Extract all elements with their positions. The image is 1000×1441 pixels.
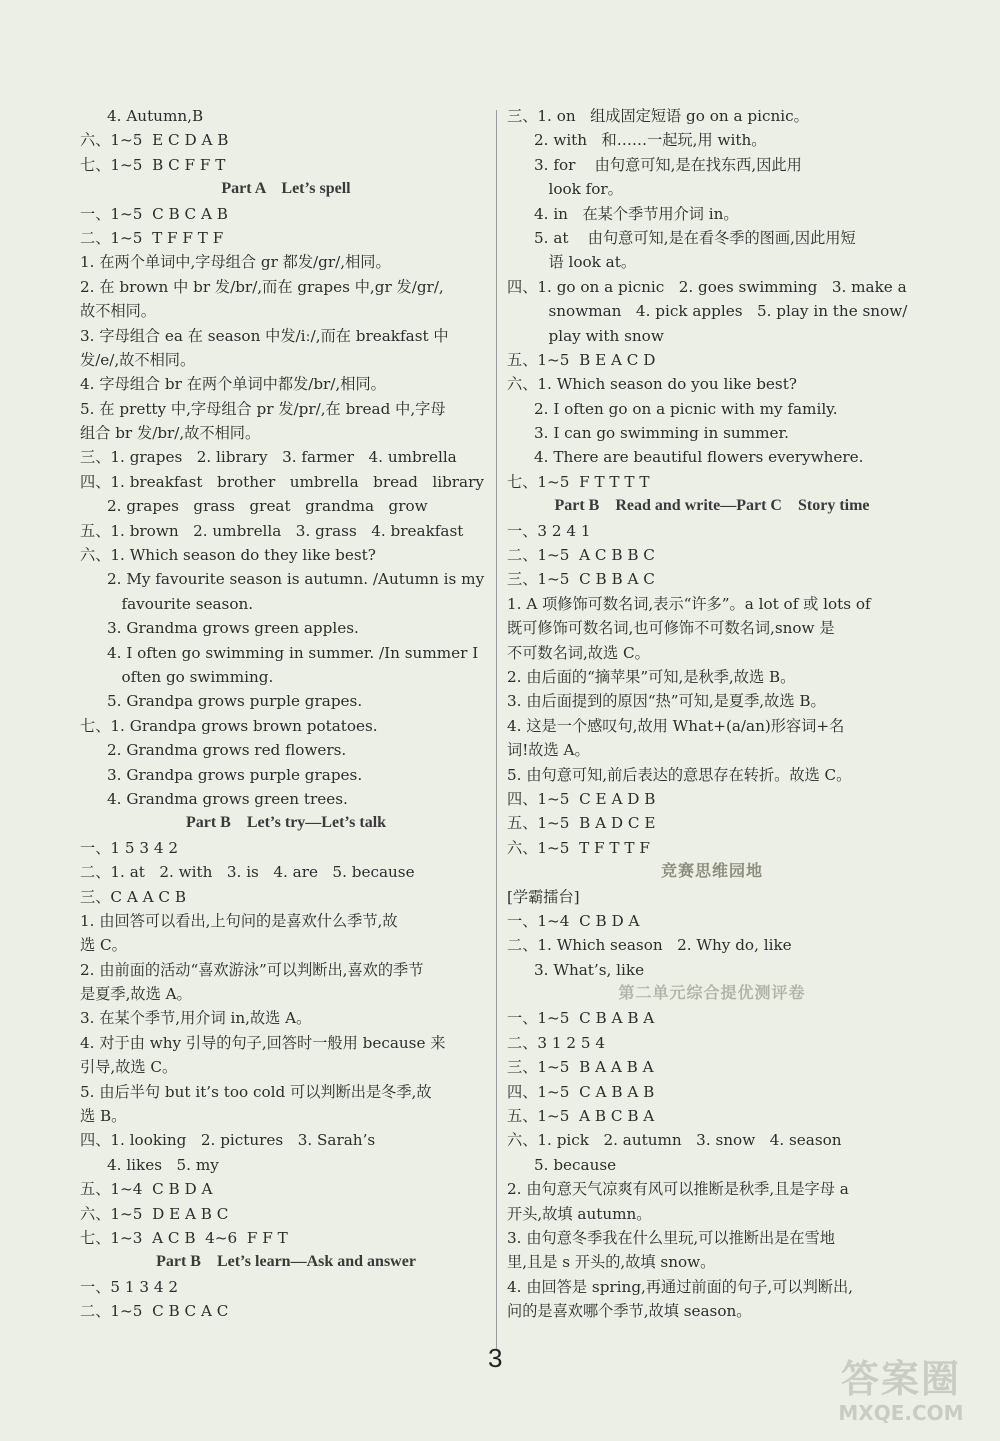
answer-text: C A A C B [110, 887, 187, 906]
answer-line [507, 787, 917, 811]
answer-continuation [80, 299, 492, 323]
item-number: 2. [534, 399, 554, 418]
answer-text: 1. on 组成固定短语 go on a picnic。 [537, 107, 809, 125]
answer-text: Grandma grows green apples. [126, 619, 359, 638]
subsection-label: [学霸擂台] [507, 887, 580, 906]
answer-text: often go swimming. [121, 667, 274, 686]
answer-line [507, 299, 917, 323]
answer-text: 1~5 C B B A C [537, 570, 655, 589]
item-number: 3. [107, 619, 127, 638]
answer-line [80, 202, 492, 226]
answer-line [507, 153, 917, 177]
column-divider [496, 110, 497, 1350]
answer-text: 1~5 F T T T T [537, 472, 650, 491]
answer-line [507, 1080, 917, 1104]
item-number: 四、 [507, 277, 538, 296]
answer-text: grapes grass great grandma grow [126, 497, 428, 516]
item-number [107, 592, 121, 616]
answer-line [507, 1177, 917, 1201]
answer-text: 由句意冬季我在什么里玩,可以推断出是在雪地 [526, 1228, 835, 1247]
answer-text: snowman 4. pick apples 5. play in the snow/ [548, 302, 908, 321]
answer-continuation [80, 982, 492, 1006]
item-number: 五、 [80, 521, 111, 540]
answer-text: Grandma grows green trees. [126, 789, 348, 808]
section-heading: Part B Read and write—Part C Story time [554, 497, 870, 515]
answer-line [80, 714, 492, 738]
answer-line [80, 470, 492, 494]
answer-line [80, 104, 492, 128]
answer-text: 组合 br 发/br/,故不相同。 [80, 424, 261, 443]
item-number: 六、 [507, 838, 538, 857]
answer-text: likes 5. my [126, 1155, 219, 1174]
item-number: 五、 [507, 814, 538, 833]
item-number: 4. [107, 1155, 127, 1174]
answer-line [507, 445, 917, 469]
answer-text: 1 5 3 4 2 [110, 838, 178, 857]
answer-line [80, 787, 492, 811]
item-number: 四、 [80, 1131, 111, 1150]
answer-line [507, 592, 917, 616]
answer-text: 3 2 4 1 [537, 521, 591, 540]
answer-text: There are beautiful flowers everywhere. [553, 448, 864, 467]
answer-line [80, 1299, 492, 1323]
item-number: 4. [107, 643, 127, 662]
page-number: 3 [488, 1343, 503, 1373]
answer-text: 是夏季,故选 A。 [80, 985, 192, 1004]
item-number: 五、 [507, 350, 538, 369]
answer-line [507, 909, 917, 933]
answer-line [80, 641, 492, 665]
item-number: 2. [80, 277, 100, 296]
answer-line [507, 665, 917, 689]
answer-continuation [80, 421, 492, 445]
item-number: 4. [80, 375, 100, 394]
right-column [507, 104, 917, 1324]
answer-continuation [80, 1055, 492, 1079]
item-number: 3. [507, 692, 527, 711]
answer-line [80, 1275, 492, 1299]
answer-line [80, 128, 492, 152]
item-number [107, 665, 121, 689]
answer-text: 故不相同。 [80, 302, 156, 321]
answer-line [80, 1226, 492, 1250]
answer-text: 由后面的“摘苹果”可知,是秋季,故选 B。 [526, 667, 796, 686]
answer-text: 1~5 C E A D B [537, 789, 656, 808]
answer-line [80, 1202, 492, 1226]
answer-line [507, 1006, 917, 1030]
answer-text: I can go swimming in summer. [553, 424, 789, 443]
answer-text: 1~3 A C B 4~6 F F T [110, 1228, 288, 1247]
answer-text: 由回答可以看出,上句问的是喜欢什么季节,故 [99, 911, 398, 930]
answer-text: 引导,故选 C。 [80, 1058, 178, 1077]
item-number: 一、 [80, 838, 111, 857]
item-number: 1. [80, 253, 100, 272]
answer-text: 1. at 2. with 3. is 4. are 5. because [110, 863, 415, 882]
answer-continuation [80, 933, 492, 957]
answer-text: 3 1 2 5 4 [537, 1033, 605, 1052]
item-number: 六、 [507, 375, 538, 394]
answer-text: 1~5 A C B B C [537, 546, 655, 565]
answer-text: 在 pretty 中,字母组合 pr 发/pr/,在 bread 中,字母 [99, 399, 446, 418]
answer-line [507, 226, 917, 250]
answer-text: A 项修饰可数名词,表示“许多”。a lot of 或 lots of [526, 594, 871, 613]
answer-line [507, 1055, 917, 1079]
answer-line [507, 933, 917, 957]
answer-text: look for。 [548, 180, 623, 199]
item-number: 5. [507, 765, 527, 784]
answer-text: 由后面提到的原因“热”可知,是夏季,故选 B。 [526, 692, 826, 711]
answer-text: 1~5 B E A C D [537, 350, 656, 369]
item-number: 三、 [507, 107, 538, 125]
answer-text: Grandpa grows purple grapes. [126, 692, 363, 711]
item-number: 2. [107, 497, 127, 516]
item-number: 一、 [507, 521, 538, 540]
answer-text: I often go swimming in summer. /In summer I [126, 643, 479, 662]
answer-text: 在 brown 中 br 发/br/,而在 grapes 中,gr 发/gr/, [99, 277, 444, 296]
answer-text: Autumn,B [126, 107, 204, 125]
item-number: 3. [507, 1228, 527, 1247]
item-number: 4. [107, 107, 127, 125]
answer-text: 由句意天气凉爽有风可以推断是秋季,且是字母 a [526, 1180, 849, 1199]
answer-line [80, 885, 492, 909]
answer-line [507, 958, 917, 982]
answer-line [507, 1153, 917, 1177]
answer-line [80, 250, 492, 274]
answer-text: 1. pick 2. autumn 3. snow 4. season [537, 1131, 842, 1150]
answer-line [80, 397, 492, 421]
answer-line [80, 958, 492, 982]
answer-text: 1~5 C B C A C [110, 1302, 229, 1321]
item-number: 5. [534, 1155, 554, 1174]
answer-text: 1~5 C B C A B [110, 204, 228, 223]
answer-text: Grandpa grows purple grapes. [126, 765, 363, 784]
answer-line [80, 153, 492, 177]
answer-line [80, 592, 492, 616]
item-number: 六、 [80, 1204, 111, 1223]
answer-text: 选 B。 [80, 1107, 127, 1126]
item-number: 一、 [80, 204, 111, 223]
answer-text: favourite season. [121, 594, 254, 613]
item-number: 2. [80, 960, 100, 979]
answer-line [507, 104, 917, 128]
answer-line [507, 714, 917, 738]
item-number: 3. [80, 326, 100, 345]
item-number [534, 250, 548, 274]
item-number: 二、 [507, 936, 538, 955]
item-number: 四、 [507, 1082, 538, 1101]
answer-text: with 和……一起玩,用 with。 [553, 131, 767, 150]
answer-line [507, 811, 917, 835]
item-number: 2. [507, 667, 527, 686]
answer-line [507, 763, 917, 787]
answer-text: 不可数名词,故选 C。 [507, 643, 650, 662]
item-number: 4. [534, 204, 554, 223]
answer-line [80, 1080, 492, 1104]
answer-text: 问的是喜欢哪个季节,故填 season。 [507, 1302, 752, 1321]
item-number: 七、 [80, 716, 111, 735]
answer-text: 在某个季节,用介词 in,故选 A。 [99, 1009, 312, 1028]
section-heading: 第二单元综合提优测评卷 [618, 985, 806, 1003]
item-number: 2. [107, 741, 127, 760]
answer-line [80, 445, 492, 469]
item-number: 三、 [80, 887, 111, 906]
answer-line [80, 836, 492, 860]
answer-line [80, 689, 492, 713]
answer-continuation [507, 1299, 917, 1323]
item-number: 4. [80, 1033, 100, 1052]
answer-text: 1~5 D E A B C [110, 1204, 229, 1223]
item-number: 一、 [80, 1277, 111, 1296]
item-number: 三、 [80, 448, 111, 467]
watermark-en: MXQE.COM [838, 1401, 964, 1425]
answer-text: because [553, 1155, 617, 1174]
answer-text: 1~5 C A B A B [537, 1082, 655, 1101]
answer-text: 1. brown 2. umbrella 3. grass 4. breakfast [110, 521, 464, 540]
answer-line [80, 763, 492, 787]
answer-line [507, 836, 917, 860]
item-number: 1. [507, 594, 527, 613]
item-number: 四、 [507, 789, 538, 808]
item-number: 四、 [80, 472, 111, 491]
answer-text: 开头,故填 autumn。 [507, 1204, 652, 1223]
answer-line [507, 543, 917, 567]
item-number: 3. [107, 765, 127, 784]
answer-text: 1. go on a picnic 2. goes swimming 3. make a [537, 277, 907, 296]
answer-line [80, 665, 492, 689]
item-number: 2. [507, 1180, 527, 1199]
answer-text: 1. breakfast brother umbrella bread library [110, 472, 484, 491]
answer-line [80, 1006, 492, 1030]
item-number [534, 177, 548, 201]
answer-line [507, 1128, 917, 1152]
section-heading: Part A Let’s spell [221, 180, 351, 198]
answer-text: 1~5 E C D A B [110, 131, 229, 150]
section-heading: Part B Let’s learn—Ask and answer [156, 1253, 416, 1271]
item-number: 2. [534, 131, 554, 150]
item-number: 六、 [80, 546, 111, 565]
answer-text: 1. Which season do you like best? [537, 375, 797, 394]
answer-line [507, 128, 917, 152]
answer-line [80, 494, 492, 518]
item-number: 五、 [80, 1180, 111, 1199]
answer-line [507, 177, 917, 201]
answer-line [80, 226, 492, 250]
answer-line [80, 738, 492, 762]
answer-text: Grandma grows red flowers. [126, 741, 347, 760]
item-number: 3. [534, 424, 554, 443]
answer-text: 1~4 C B D A [110, 1180, 213, 1199]
item-number: 六、 [80, 131, 111, 150]
answer-text: 1~5 B A D C E [537, 814, 656, 833]
item-number: 二、 [80, 863, 111, 882]
answer-text: 1. grapes 2. library 3. farmer 4. umbrella [110, 448, 457, 467]
answer-text: 1~5 B A A B A [537, 1058, 654, 1077]
answer-line [507, 202, 917, 226]
item-number: 二、 [80, 1302, 111, 1321]
answer-text: My favourite season is autumn. /Autumn is my [126, 570, 485, 589]
item-number [534, 324, 548, 348]
item-number: 5. [80, 1082, 100, 1101]
section-heading: Part B Let’s try—Let’s talk [185, 814, 387, 832]
answer-line [507, 1031, 917, 1055]
item-number: 4. [107, 789, 127, 808]
answer-line [507, 689, 917, 713]
answer-line [80, 324, 492, 348]
answer-text: 这是一个感叹句,故用 What+(a/an)形容词+名 [526, 716, 845, 735]
answer-text: 既可修饰可数名词,也可修饰不可数名词,snow 是 [507, 619, 835, 638]
watermark-cn: 答案圈 [840, 1357, 961, 1401]
answer-text: 1~5 C B A B A [537, 1009, 655, 1028]
answer-text: 5 1 3 4 2 [110, 1277, 178, 1296]
answer-line [80, 1128, 492, 1152]
item-number: 六、 [507, 1131, 538, 1150]
answer-text: 由前面的活动“喜欢游泳”可以判断出,喜欢的季节 [99, 960, 424, 979]
item-number: 七、 [80, 155, 111, 174]
answer-text: 1~5 T F F T F [110, 228, 224, 247]
item-number: 1. [80, 911, 100, 930]
answer-continuation [80, 348, 492, 372]
answer-text: play with snow [548, 326, 664, 345]
answer-line [80, 519, 492, 543]
item-number: 三、 [507, 570, 538, 589]
answer-text: 1. Which season 2. Why do, like [537, 936, 792, 955]
answer-text: 字母组合 br 在两个单词中都发/br/,相同。 [99, 375, 386, 394]
answer-continuation [80, 1104, 492, 1128]
item-number: 一、 [507, 911, 538, 930]
answer-line [507, 324, 917, 348]
answer-text: 语 look at。 [548, 253, 637, 272]
answer-text: for 由句意可知,是在找东西,因此用 [553, 155, 802, 174]
answer-line [507, 421, 917, 445]
left-column [80, 104, 492, 1324]
answer-text: 1. looking 2. pictures 3. Sarah’s [110, 1131, 376, 1150]
answer-line [80, 1031, 492, 1055]
answer-line [507, 397, 917, 421]
answer-text: 1~4 C B D A [537, 911, 640, 930]
answer-text: 由回答是 spring,再通过前面的句子,可以判断出, [526, 1277, 853, 1296]
answer-continuation [507, 738, 917, 762]
answer-text: in 在某个季节用介词 in。 [553, 204, 739, 223]
item-number: 4. [507, 716, 527, 735]
answer-line [80, 567, 492, 591]
item-number: 五、 [507, 1107, 538, 1126]
item-number: 4. [534, 448, 554, 467]
answer-continuation [507, 1250, 917, 1274]
answer-text: 1~5 A B C B A [537, 1107, 655, 1126]
item-number: 5. [534, 228, 554, 247]
answer-line [507, 519, 917, 543]
answer-line [80, 275, 492, 299]
answer-line [507, 372, 917, 396]
answer-line [80, 372, 492, 396]
item-number: 5. [80, 399, 100, 418]
item-number [534, 299, 548, 323]
answer-text: 里,且是 s 开头的,故填 snow。 [507, 1253, 716, 1272]
answer-text: 1. Grandpa grows brown potatoes. [110, 716, 378, 735]
answer-line [507, 567, 917, 591]
item-number: 2. [107, 570, 127, 589]
answer-line [80, 616, 492, 640]
answer-text: 由句意可知,前后表达的意思存在转折。故选 C。 [526, 765, 852, 784]
item-number: 三、 [507, 1058, 538, 1077]
answer-line [507, 1275, 917, 1299]
answer-text: What’s, like [553, 960, 645, 979]
answer-line [507, 1226, 917, 1250]
answer-text: 词!故选 A。 [507, 741, 590, 760]
answer-text: 对于由 why 引导的句子,回答时一般用 because 来 [99, 1033, 446, 1052]
answer-text: 在两个单词中,字母组合 gr 都发/gr/,相同。 [99, 253, 391, 272]
answer-line [80, 1177, 492, 1201]
item-number: 七、 [80, 1228, 111, 1247]
watermark-logo [810, 1357, 992, 1435]
item-number: 4. [507, 1277, 527, 1296]
answer-line [507, 1104, 917, 1128]
section-heading: 竞赛思维园地 [660, 863, 763, 881]
answer-line [80, 860, 492, 884]
answer-text: 由后半句 but it’s too cold 可以判断出是冬季,故 [99, 1082, 432, 1101]
answer-text: 字母组合 ea 在 season 中发/iː/,而在 breakfast 中 [99, 326, 449, 345]
answer-line [507, 250, 917, 274]
answer-line [80, 1153, 492, 1177]
answer-line [80, 543, 492, 567]
answer-line [507, 348, 917, 372]
answer-continuation [507, 641, 917, 665]
answer-line [80, 909, 492, 933]
answer-line [507, 470, 917, 494]
item-number: 一、 [507, 1009, 538, 1028]
answer-text: 选 C。 [80, 936, 127, 955]
answer-text: 1~5 B C F F T [110, 155, 226, 174]
answer-line [507, 275, 917, 299]
answer-text: I often go on a picnic with my family. [553, 399, 838, 418]
answer-text: 发/e/,故不相同。 [80, 350, 196, 369]
item-number: 3. [534, 960, 554, 979]
answer-text: 1. Which season do they like best? [110, 546, 376, 565]
item-number: 3. [80, 1009, 100, 1028]
item-number: 3. [534, 155, 554, 174]
answer-text: at 由句意可知,是在看冬季的图画,因此用短 [553, 228, 856, 247]
item-number: 二、 [507, 546, 538, 565]
item-number: 二、 [80, 228, 111, 247]
answer-continuation [507, 616, 917, 640]
answer-text: 1~5 T F T T F [537, 838, 650, 857]
item-number: 5. [107, 692, 127, 711]
item-number: 七、 [507, 472, 538, 491]
item-number: 二、 [507, 1033, 538, 1052]
answer-continuation [507, 1202, 917, 1226]
